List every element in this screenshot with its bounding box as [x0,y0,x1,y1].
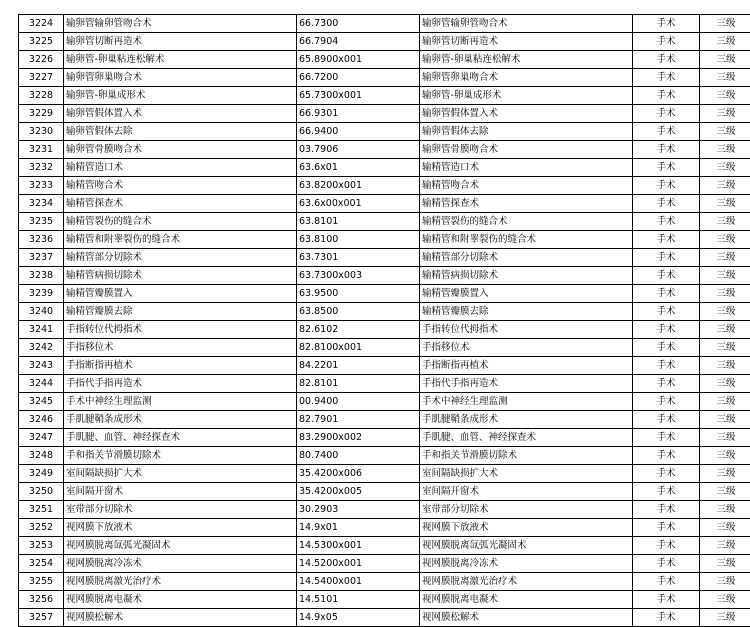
cell-procedure-name-alt: 室间隔缺损扩大术 [420,465,633,483]
cell-procedure-code: 35.4200x006 [297,465,420,483]
cell-category: 手术 [633,267,700,285]
table-row [19,519,750,537]
cell-level: 三级 [700,141,750,159]
cell-serial-number: 3236 [19,231,64,249]
cell-procedure-code: 63.9500 [297,285,420,303]
cell-procedure-code: 14.5101 [297,591,420,609]
cell-serial-number: 3226 [19,51,64,69]
table-row [19,339,750,357]
cell-serial-number: 3252 [19,519,64,537]
cell-procedure-code: 63.8500 [297,303,420,321]
cell-level: 三级 [700,123,750,141]
cell-procedure-code: 14.9x01 [297,519,420,537]
cell-level: 三级 [700,483,750,501]
table-row [19,87,750,105]
cell-level: 三级 [700,357,750,375]
cell-level: 三级 [700,249,750,267]
cell-procedure-name-alt: 输卵管-卵巢粘连松解术 [420,51,633,69]
table-row [19,573,750,591]
cell-serial-number: 3227 [19,69,64,87]
cell-category: 手术 [633,411,700,429]
cell-serial-number: 3256 [19,591,64,609]
cell-serial-number: 3246 [19,411,64,429]
cell-procedure-name-alt: 输精管和附睾裂伤的缝合术 [420,231,633,249]
cell-level: 三级 [700,393,750,411]
table-row [19,411,750,429]
cell-procedure-name: 输精管瓣膜置入 [64,285,297,303]
cell-procedure-name-alt: 视网膜脱离氙弧光凝固术 [420,537,633,555]
table-row [19,483,750,501]
cell-procedure-name-alt: 视网膜下放液术 [420,519,633,537]
cell-category: 手术 [633,447,700,465]
cell-serial-number: 3241 [19,321,64,339]
cell-procedure-code: 63.6x01 [297,159,420,177]
cell-procedure-name-alt: 输精管瓣膜置入 [420,285,633,303]
cell-category: 手术 [633,357,700,375]
cell-procedure-name-alt: 手指转位代拇指术 [420,321,633,339]
cell-level: 三级 [700,321,750,339]
cell-category: 手术 [633,483,700,501]
cell-level: 三级 [700,555,750,573]
cell-procedure-code: 35.4200x005 [297,483,420,501]
cell-level: 三级 [700,105,750,123]
table-row [19,231,750,249]
cell-serial-number: 3255 [19,573,64,591]
cell-serial-number: 3257 [19,609,64,627]
cell-serial-number: 3231 [19,141,64,159]
cell-procedure-code: 14.5300x001 [297,537,420,555]
cell-procedure-name-alt: 输卵管切断再造术 [420,33,633,51]
cell-procedure-name: 输精管吻合术 [64,177,297,195]
table-row [19,303,750,321]
cell-procedure-name-alt: 输精管探查术 [420,195,633,213]
cell-procedure-name-alt: 手指断指再植术 [420,357,633,375]
cell-procedure-name: 室带部分切除术 [64,501,297,519]
cell-procedure-name: 手指断指再植术 [64,357,297,375]
cell-procedure-name-alt: 输精管吻合术 [420,177,633,195]
table-row [19,555,750,573]
table-row [19,141,750,159]
cell-level: 三级 [700,195,750,213]
cell-category: 手术 [633,465,700,483]
cell-procedure-name: 输卵管骨膜吻合术 [64,141,297,159]
table-row [19,177,750,195]
cell-category: 手术 [633,51,700,69]
table-row [19,501,750,519]
cell-procedure-name: 输卵管输卵管吻合术 [64,15,297,33]
cell-procedure-name: 手肌腱、血管、神经探查术 [64,429,297,447]
table-row [19,393,750,411]
cell-procedure-name-alt: 输卵管-卵巢成形术 [420,87,633,105]
cell-procedure-name: 输卵管-卵巢成形术 [64,87,297,105]
cell-serial-number: 3232 [19,159,64,177]
cell-procedure-name: 输卵管假体置入术 [64,105,297,123]
table-row [19,267,750,285]
cell-serial-number: 3239 [19,285,64,303]
cell-procedure-name: 视网膜脱离氙弧光凝固术 [64,537,297,555]
cell-procedure-code: 63.8100 [297,231,420,249]
table-row [19,159,750,177]
cell-procedure-name-alt: 室带部分切除术 [420,501,633,519]
cell-procedure-name-alt: 输卵管假体置入术 [420,105,633,123]
cell-category: 手术 [633,375,700,393]
cell-procedure-code: 63.7301 [297,249,420,267]
table-row [19,321,750,339]
cell-level: 三级 [700,231,750,249]
cell-category: 手术 [633,141,700,159]
cell-level: 三级 [700,429,750,447]
cell-procedure-name: 输精管和附睾裂伤的缝合术 [64,231,297,249]
cell-category: 手术 [633,609,700,627]
cell-procedure-code: 66.7200 [297,69,420,87]
cell-procedure-code: 82.8101 [297,375,420,393]
cell-procedure-name-alt: 手和指关节滑膜切除术 [420,447,633,465]
cell-serial-number: 3229 [19,105,64,123]
cell-level: 三级 [700,501,750,519]
cell-procedure-name: 视网膜脱离冷冻术 [64,555,297,573]
cell-procedure-name-alt: 输精管造口术 [420,159,633,177]
table-row [19,195,750,213]
cell-procedure-name: 手指移位术 [64,339,297,357]
table-row [19,447,750,465]
cell-procedure-code: 80.7400 [297,447,420,465]
cell-level: 三级 [700,591,750,609]
cell-level: 三级 [700,267,750,285]
table-row [19,51,750,69]
cell-serial-number: 3230 [19,123,64,141]
table-row [19,357,750,375]
cell-procedure-code: 14.5400x001 [297,573,420,591]
cell-procedure-code: 63.7300x003 [297,267,420,285]
table-row [19,213,750,231]
table-row [19,609,750,627]
cell-category: 手术 [633,105,700,123]
cell-procedure-name: 输精管探查术 [64,195,297,213]
cell-procedure-name: 视网膜下放液术 [64,519,297,537]
cell-serial-number: 3225 [19,33,64,51]
cell-procedure-name: 手肌腱鞘条成形术 [64,411,297,429]
cell-procedure-name-alt: 手肌腱、血管、神经探查术 [420,429,633,447]
cell-level: 三级 [700,177,750,195]
cell-category: 手术 [633,213,700,231]
procedure-table [18,14,750,627]
cell-procedure-name: 输精管部分切除术 [64,249,297,267]
cell-procedure-name-alt: 输精管部分切除术 [420,249,633,267]
cell-category: 手术 [633,159,700,177]
cell-serial-number: 3242 [19,339,64,357]
cell-procedure-code: 83.2900x002 [297,429,420,447]
cell-procedure-name: 手指代手指再造术 [64,375,297,393]
cell-procedure-code: 14.5200x001 [297,555,420,573]
cell-procedure-name-alt: 输精管瓣膜去除 [420,303,633,321]
cell-category: 手术 [633,555,700,573]
cell-category: 手术 [633,249,700,267]
cell-level: 三级 [700,411,750,429]
cell-procedure-name: 视网膜脱离电凝术 [64,591,297,609]
cell-procedure-name-alt: 输卵管假体去除 [420,123,633,141]
cell-serial-number: 3254 [19,555,64,573]
cell-procedure-code: 30.2903 [297,501,420,519]
cell-procedure-name-alt: 视网膜松解术 [420,609,633,627]
cell-level: 三级 [700,69,750,87]
table-row [19,591,750,609]
cell-procedure-name: 手和指关节滑膜切除术 [64,447,297,465]
cell-procedure-name-alt: 手肌腱鞘条成形术 [420,411,633,429]
cell-procedure-name-alt: 视网膜脱离电凝术 [420,591,633,609]
cell-level: 三级 [700,519,750,537]
cell-category: 手术 [633,123,700,141]
cell-procedure-name: 输精管瓣膜去除 [64,303,297,321]
cell-serial-number: 3243 [19,357,64,375]
cell-serial-number: 3224 [19,15,64,33]
cell-procedure-name-alt: 输精管病损切除术 [420,267,633,285]
cell-procedure-name-alt: 视网膜脱离冷冻术 [420,555,633,573]
cell-procedure-code: 82.7901 [297,411,420,429]
cell-procedure-name-alt: 输卵管骨膜吻合术 [420,141,633,159]
cell-procedure-name: 视网膜脱离激光治疗术 [64,573,297,591]
cell-procedure-code: 66.9301 [297,105,420,123]
cell-category: 手术 [633,429,700,447]
cell-level: 三级 [700,159,750,177]
cell-procedure-code: 00.9400 [297,393,420,411]
cell-level: 三级 [700,465,750,483]
cell-procedure-code: 82.8100x001 [297,339,420,357]
cell-category: 手术 [633,195,700,213]
cell-serial-number: 3247 [19,429,64,447]
cell-category: 手术 [633,285,700,303]
cell-procedure-name-alt: 室间隔开窗术 [420,483,633,501]
table-row [19,285,750,303]
cell-category: 手术 [633,573,700,591]
table-row [19,375,750,393]
cell-procedure-code: 84.2201 [297,357,420,375]
cell-serial-number: 3234 [19,195,64,213]
cell-procedure-name: 输精管裂伤的缝合术 [64,213,297,231]
cell-serial-number: 3235 [19,213,64,231]
cell-serial-number: 3238 [19,267,64,285]
table-row [19,249,750,267]
cell-serial-number: 3249 [19,465,64,483]
cell-level: 三级 [700,339,750,357]
table-body [19,15,750,627]
cell-procedure-name: 输卵管切断再造术 [64,33,297,51]
cell-level: 三级 [700,33,750,51]
cell-level: 三级 [700,213,750,231]
cell-procedure-code: 65.8900x001 [297,51,420,69]
cell-category: 手术 [633,591,700,609]
cell-serial-number: 3237 [19,249,64,267]
cell-procedure-name: 输卵管卵巢吻合术 [64,69,297,87]
cell-procedure-code: 63.8101 [297,213,420,231]
cell-serial-number: 3245 [19,393,64,411]
cell-serial-number: 3240 [19,303,64,321]
cell-category: 手术 [633,339,700,357]
cell-procedure-name: 手术中神经生理监测 [64,393,297,411]
cell-procedure-code: 82.6102 [297,321,420,339]
cell-procedure-name: 视网膜松解术 [64,609,297,627]
cell-procedure-name: 输卵管假体去除 [64,123,297,141]
cell-level: 三级 [700,609,750,627]
cell-category: 手术 [633,537,700,555]
cell-category: 手术 [633,321,700,339]
table-row [19,123,750,141]
cell-procedure-code: 63.8200x001 [297,177,420,195]
cell-category: 手术 [633,303,700,321]
cell-procedure-name: 手指转位代拇指术 [64,321,297,339]
cell-procedure-code: 65.7300x001 [297,87,420,105]
cell-category: 手术 [633,69,700,87]
cell-level: 三级 [700,15,750,33]
cell-procedure-name: 输精管造口术 [64,159,297,177]
table-row [19,33,750,51]
cell-category: 手术 [633,87,700,105]
table-row [19,429,750,447]
cell-procedure-name-alt: 输卵管输卵管吻合术 [420,15,633,33]
cell-procedure-name-alt: 手指代手指再造术 [420,375,633,393]
cell-procedure-name-alt: 输卵管卵巢吻合术 [420,69,633,87]
cell-level: 三级 [700,87,750,105]
cell-procedure-name-alt: 手指移位术 [420,339,633,357]
cell-procedure-name-alt: 输精管裂伤的缝合术 [420,213,633,231]
table-row [19,15,750,33]
cell-serial-number: 3228 [19,87,64,105]
cell-procedure-name: 输卵管-卵巢粘连松解术 [64,51,297,69]
cell-level: 三级 [700,573,750,591]
cell-procedure-code: 66.7904 [297,33,420,51]
cell-serial-number: 3251 [19,501,64,519]
cell-level: 三级 [700,285,750,303]
table-row [19,465,750,483]
cell-procedure-code: 63.6x00x001 [297,195,420,213]
table-row [19,105,750,123]
cell-category: 手术 [633,501,700,519]
cell-procedure-code: 14.9x05 [297,609,420,627]
cell-category: 手术 [633,231,700,249]
cell-procedure-name-alt: 手术中神经生理监测 [420,393,633,411]
cell-category: 手术 [633,15,700,33]
cell-level: 三级 [700,375,750,393]
cell-level: 三级 [700,537,750,555]
cell-level: 三级 [700,303,750,321]
cell-level: 三级 [700,447,750,465]
cell-serial-number: 3250 [19,483,64,501]
cell-procedure-name-alt: 视网膜脱离激光治疗术 [420,573,633,591]
cell-category: 手术 [633,393,700,411]
cell-level: 三级 [700,51,750,69]
cell-serial-number: 3248 [19,447,64,465]
cell-procedure-name: 室间隔开窗术 [64,483,297,501]
cell-procedure-code: 03.7906 [297,141,420,159]
table-row [19,537,750,555]
cell-procedure-name: 输精管病损切除术 [64,267,297,285]
table-row [19,69,750,87]
cell-procedure-code: 66.9400 [297,123,420,141]
cell-category: 手术 [633,519,700,537]
cell-serial-number: 3244 [19,375,64,393]
cell-procedure-name: 室间隔缺损扩大术 [64,465,297,483]
cell-category: 手术 [633,177,700,195]
cell-serial-number: 3233 [19,177,64,195]
cell-procedure-code: 66.7300 [297,15,420,33]
cell-serial-number: 3253 [19,537,64,555]
cell-category: 手术 [633,33,700,51]
